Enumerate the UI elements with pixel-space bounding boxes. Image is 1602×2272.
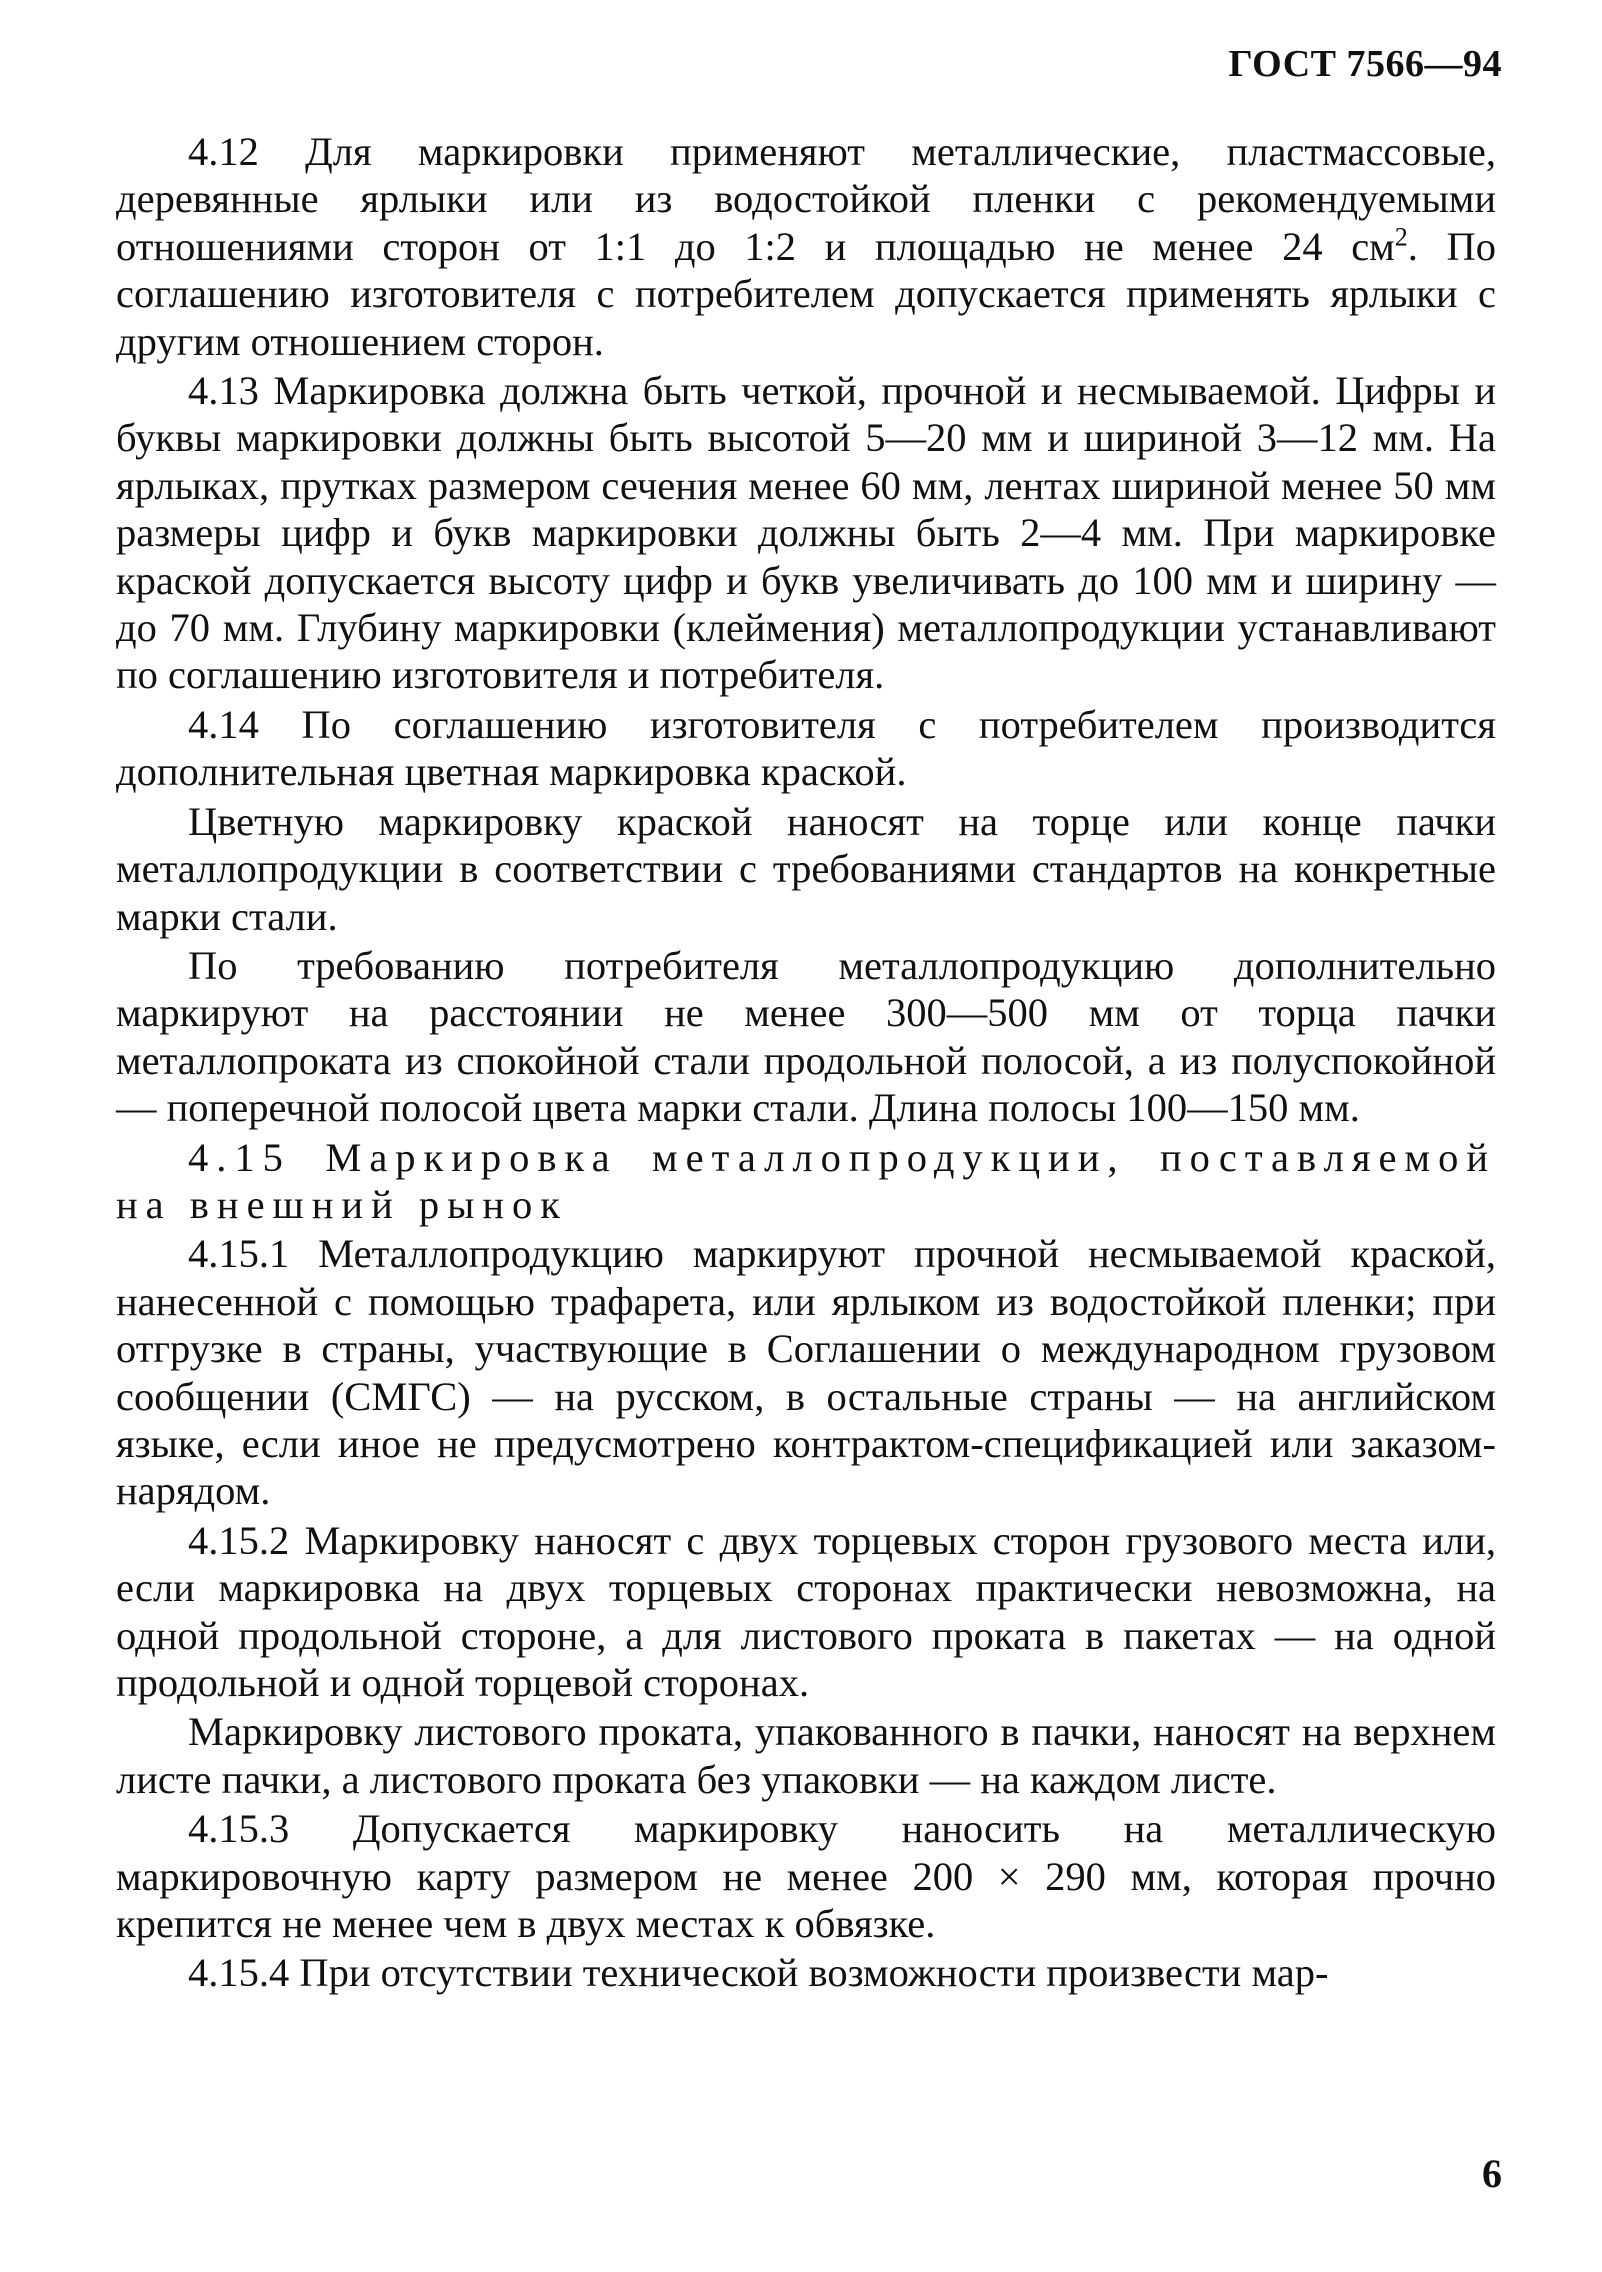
paragraph-4-15-2: 4.15.2 Маркировку наносят с двух торцевых сторон грузового места или, если маркировка на двух торцевых сторонах практически невозможна, на одной продольной стороне, а для листового проката в пакетах — на одной продольной и одной торцевой сторонах. [116,1517,1496,1705]
document-body [116,128,1496,1999]
paragraph-4-15-1: 4.15.1 Металлопродукцию маркируют прочной несмываемой краской, нанесенной с помощью трафарета, или ярлыком из водостойкой пленки; при отгрузке в страны, участвующие в Соглашении о международном грузовом сообщении (СМГС) — на русском, в остальные страны — на английском языке, если иное не предусмотрено контрактом-спецификацией или заказом-нарядом. [116,1231,1496,1514]
page-number: 6 [1482,2151,1502,2196]
paragraph-text: 4.12 Для маркировки применяют металлические, пластмассовые, деревянные ярлыки или из водостойкой пленки с рекомендуемыми отношениями сторон от 1:1 до 1:2 и площадью не менее 24 см [116,129,1496,269]
paragraph-4-15-heading: 4.15 Маркировка металлопродукции, поставляемой на внешний рынок [116,1134,1496,1227]
paragraph-4-15-3: 4.15.3 Допускается маркировку наносить на металлическую маркировочную карту размером не менее 200 × 290 мм, которая прочно крепится не менее чем в двух местах к обвязке. [116,1806,1496,1947]
paragraph-tail: . По соглашению изготовителя с потребителем допускается применять ярлыки с другим отношением сторон. [116,223,1497,364]
standard-header: ГОСТ 7566—94 [1228,43,1502,85]
paragraph-color-marking: Цветную маркировку краской наносят на торце или конце пачки металлопродукции в соответствии с требованиями стандартов на конкретные марки стали. [116,798,1496,939]
paragraph-4-14: 4.14 По соглашению изготовителя с потребителем производится дополнительная цветная маркировка краской. [116,701,1496,795]
superscript: 2 [1394,222,1408,252]
paragraph-4-12 [116,128,1496,365]
paragraph-sheet-marking: Маркировку листового проката, упакованного в пачки, наносят на верхнем листе пачки, а листового проката без упаковки — на каждом листе. [116,1709,1496,1802]
paragraph-4-15-4: 4.15.4 При отсутствии технической возможности произвести мар- [188,1950,1329,1996]
paragraph-4-13: 4.13 Маркировка должна быть четкой, прочной и несмываемой. Цифры и буквы маркировки должны быть высотой 5—20 мм и шириной 3—12 мм. На ярлыках, прутках размером сечения менее 60 мм, лентах шириной менее 50 мм размеры цифр и букв маркировки должны быть 2—4 мм. При маркировке краской допускается высоту цифр и букв увеличивать до 100 мм и ширину — до 70 мм. Глубину маркировки (клеймения) металлопродукции устанавливают по соглашению изготовителя и потребителя. [116,368,1496,698]
paragraph-consumer-request: По требованию потребителя металлопродукцию дополнительно маркируют на расстоянии не менее 300—500 мм от торца пачки металлопроката из спокойной стали продольной полосой, а из полуспокойной — поперечной полосой цвета марки стали. Длина полосы 100—150 мм. [116,942,1496,1131]
